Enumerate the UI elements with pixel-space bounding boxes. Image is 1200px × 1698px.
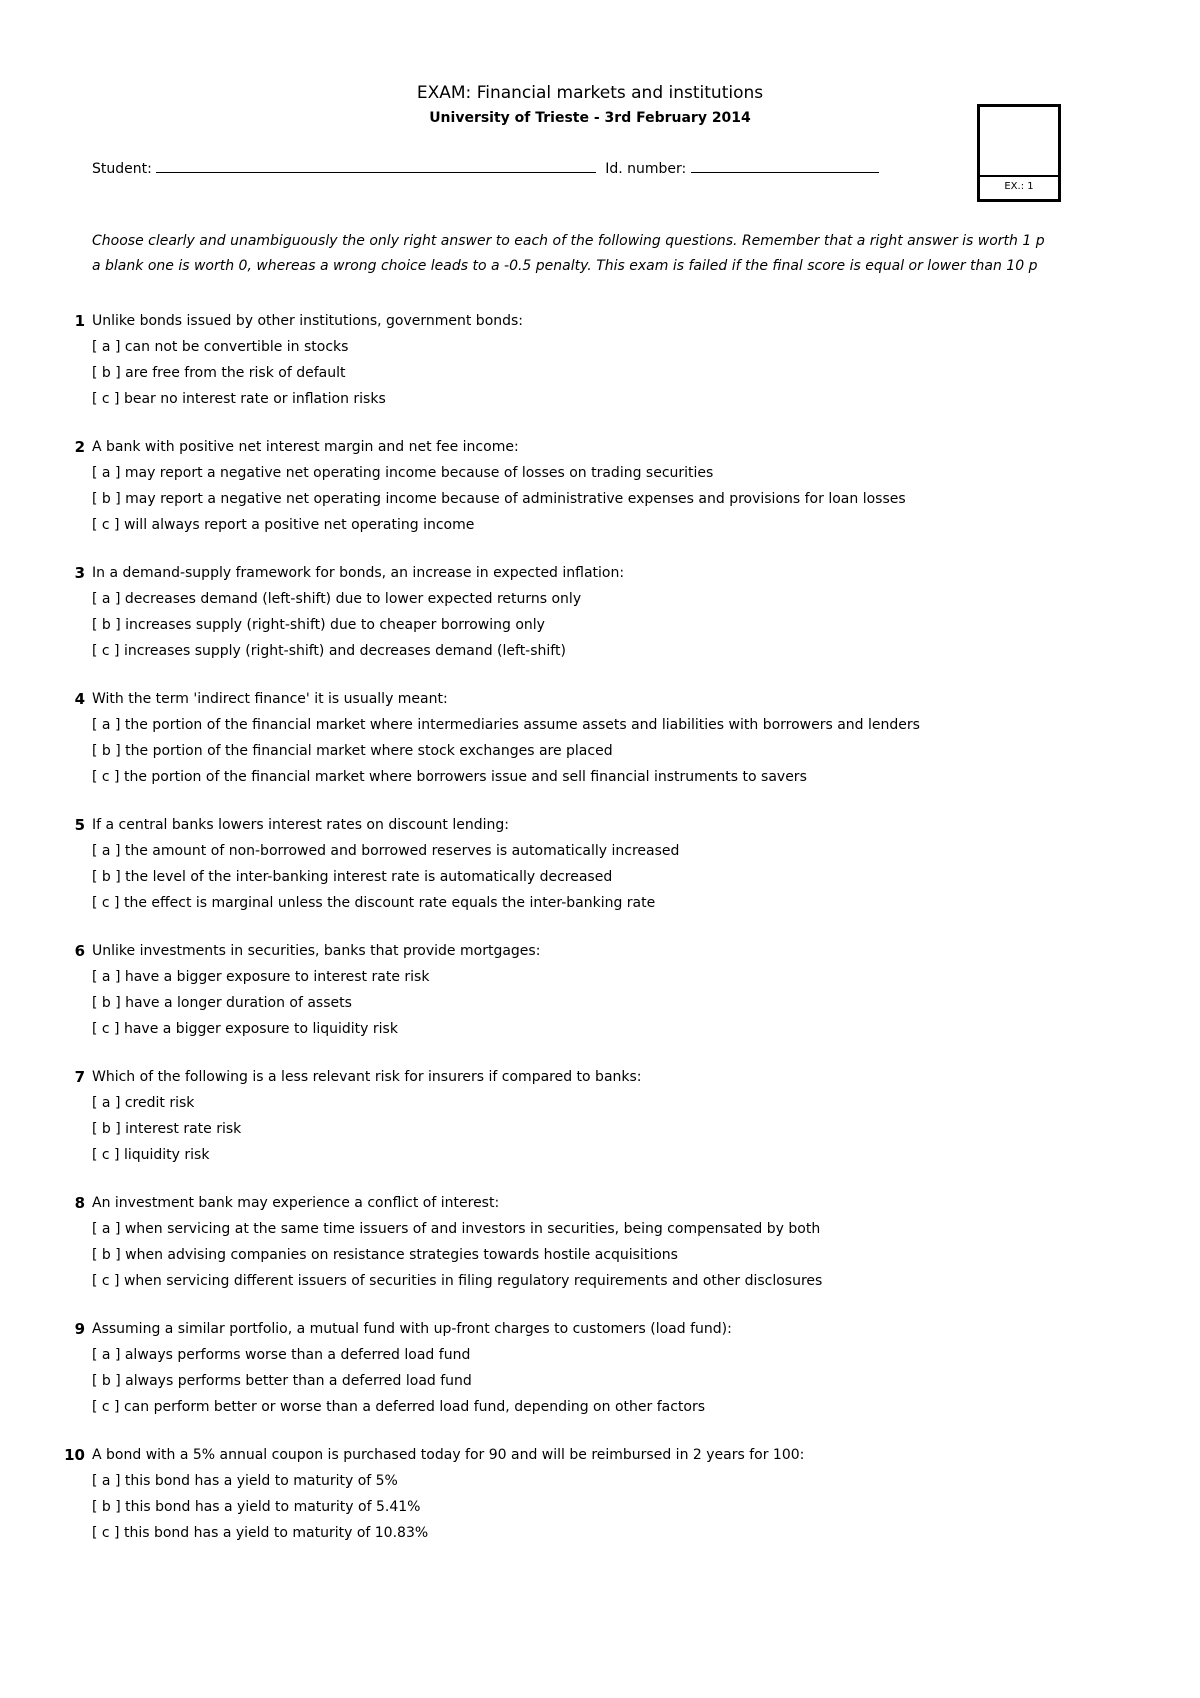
question-text: Unlike bonds issued by other institutions, government bonds: bbox=[92, 313, 524, 329]
question-3 bbox=[0, 560, 1200, 664]
answer-option[interactable] bbox=[0, 334, 1200, 360]
instructions bbox=[92, 229, 1062, 279]
question-number: 5 bbox=[74, 816, 85, 834]
question-number: 6 bbox=[74, 942, 85, 960]
answer-option-text: [ c ] when servicing different issuers of securities in filing regulatory requirements and other disclosures bbox=[92, 1273, 823, 1289]
answer-option-text: [ c ] will always report a positive net operating income bbox=[92, 517, 475, 533]
answer-option[interactable] bbox=[0, 1242, 1200, 1268]
question-stem bbox=[0, 434, 1200, 460]
student-row bbox=[92, 158, 879, 177]
answer-option-text: [ c ] have a bigger exposure to liquidity risk bbox=[92, 1021, 398, 1037]
question-text: In a demand-supply framework for bonds, an increase in expected inflation: bbox=[92, 565, 625, 581]
student-name-line[interactable] bbox=[156, 158, 596, 173]
answer-option-text: [ a ] the portion of the financial market where intermediaries assume assets and liabilities with borrowers and lenders bbox=[92, 717, 920, 733]
answer-option[interactable] bbox=[0, 864, 1200, 890]
answer-option[interactable] bbox=[0, 486, 1200, 512]
answer-option-text: [ a ] this bond has a yield to maturity of 5% bbox=[92, 1473, 398, 1489]
answer-option-text: [ a ] can not be convertible in stocks bbox=[92, 339, 349, 355]
question-number: 4 bbox=[74, 690, 85, 708]
student-label: Student: bbox=[92, 161, 152, 177]
score-box bbox=[977, 104, 1061, 202]
question-7 bbox=[0, 1064, 1200, 1168]
answer-option[interactable] bbox=[0, 1016, 1200, 1042]
answer-option-text: [ b ] this bond has a yield to maturity of 5.41% bbox=[92, 1499, 421, 1515]
answer-option-text: [ a ] when servicing at the same time issuers of and investors in securities, being compensated by both bbox=[92, 1221, 821, 1237]
answer-option[interactable] bbox=[0, 360, 1200, 386]
question-stem bbox=[0, 938, 1200, 964]
question-number: 10 bbox=[64, 1446, 85, 1464]
answer-option-text: [ c ] liquidity risk bbox=[92, 1147, 210, 1163]
question-6 bbox=[0, 938, 1200, 1042]
answer-option-text: [ c ] the effect is marginal unless the discount rate equals the inter-banking rate bbox=[92, 895, 656, 911]
question-text: Which of the following is a less relevant risk for insurers if compared to banks: bbox=[92, 1069, 642, 1085]
answer-option-text: [ b ] the portion of the financial market where stock exchanges are placed bbox=[92, 743, 613, 759]
question-number: 3 bbox=[74, 564, 85, 582]
question-number: 9 bbox=[74, 1320, 85, 1338]
answer-option[interactable] bbox=[0, 890, 1200, 916]
exercise-label: EX.: 1 bbox=[980, 175, 1058, 199]
question-stem bbox=[0, 686, 1200, 712]
exam-title: EXAM: Financial markets and institutions bbox=[416, 83, 764, 103]
question-1 bbox=[0, 308, 1200, 412]
answer-option[interactable] bbox=[0, 1216, 1200, 1242]
answer-option[interactable] bbox=[0, 738, 1200, 764]
question-2 bbox=[0, 434, 1200, 538]
answer-option[interactable] bbox=[0, 990, 1200, 1016]
question-stem bbox=[0, 1064, 1200, 1090]
answer-option-text: [ c ] bear no interest rate or inflation risks bbox=[92, 391, 386, 407]
answer-option[interactable] bbox=[0, 764, 1200, 790]
answer-option[interactable] bbox=[0, 1342, 1200, 1368]
answer-option-text: [ a ] always performs worse than a deferred load fund bbox=[92, 1347, 471, 1363]
answer-option-text: [ c ] the portion of the financial market where borrowers issue and sell financial instruments to savers bbox=[92, 769, 807, 785]
answer-option[interactable] bbox=[0, 838, 1200, 864]
question-4 bbox=[0, 686, 1200, 790]
question-5 bbox=[0, 812, 1200, 916]
answer-option-text: [ a ] have a bigger exposure to interest rate risk bbox=[92, 969, 430, 985]
answer-option[interactable] bbox=[0, 964, 1200, 990]
answer-option[interactable] bbox=[0, 712, 1200, 738]
question-stem bbox=[0, 560, 1200, 586]
answer-option[interactable] bbox=[0, 386, 1200, 412]
answer-option[interactable] bbox=[0, 1494, 1200, 1520]
answer-option-text: [ b ] always performs better than a deferred load fund bbox=[92, 1373, 472, 1389]
instructions-line: Choose clearly and unambiguously the only right answer to each of the following questions. Remember that a right answer is worth 1 p bbox=[92, 233, 1045, 249]
instructions-line: a blank one is worth 0, whereas a wrong choice leads to a -0.5 penalty. This exam is failed if the final score is equal or lower than 10 p bbox=[92, 258, 1038, 274]
question-number: 7 bbox=[74, 1068, 85, 1086]
answer-option[interactable] bbox=[0, 638, 1200, 664]
answer-option[interactable] bbox=[0, 460, 1200, 486]
answer-option[interactable] bbox=[0, 1368, 1200, 1394]
answer-option[interactable] bbox=[0, 1520, 1200, 1546]
answer-option-text: [ b ] interest rate risk bbox=[92, 1121, 242, 1137]
answer-option-text: [ a ] may report a negative net operating income because of losses on trading securities bbox=[92, 465, 714, 481]
answer-option[interactable] bbox=[0, 512, 1200, 538]
question-8 bbox=[0, 1190, 1200, 1294]
exam-subtitle: University of Trieste - 3rd February 2014 bbox=[429, 110, 751, 126]
answer-option-text: [ a ] decreases demand (left-shift) due to lower expected returns only bbox=[92, 591, 582, 607]
answer-option-text: [ a ] credit risk bbox=[92, 1095, 195, 1111]
question-text: Assuming a similar portfolio, a mutual fund with up-front charges to customers (load fund): bbox=[92, 1321, 732, 1337]
answer-option-text: [ b ] when advising companies on resistance strategies towards hostile acquisitions bbox=[92, 1247, 678, 1263]
answer-option[interactable] bbox=[0, 1116, 1200, 1142]
question-number: 2 bbox=[74, 438, 85, 456]
question-stem bbox=[0, 1316, 1200, 1342]
question-stem bbox=[0, 812, 1200, 838]
question-10 bbox=[0, 1442, 1200, 1546]
question-number: 8 bbox=[74, 1194, 85, 1212]
answer-option-text: [ b ] increases supply (right-shift) due to cheaper borrowing only bbox=[92, 617, 545, 633]
question-text: If a central banks lowers interest rates on discount lending: bbox=[92, 817, 509, 833]
question-text: A bond with a 5% annual coupon is purchased today for 90 and will be reimbursed in 2 years for 100: bbox=[92, 1447, 805, 1463]
question-text: An investment bank may experience a conflict of interest: bbox=[92, 1195, 500, 1211]
question-9 bbox=[0, 1316, 1200, 1420]
answer-option[interactable] bbox=[0, 1090, 1200, 1116]
question-stem bbox=[0, 1442, 1200, 1468]
question-stem bbox=[0, 308, 1200, 334]
answer-option-text: [ b ] the level of the inter-banking interest rate is automatically decreased bbox=[92, 869, 613, 885]
question-number: 1 bbox=[74, 312, 85, 330]
question-text: Unlike investments in securities, banks that provide mortgages: bbox=[92, 943, 541, 959]
answer-option[interactable] bbox=[0, 1142, 1200, 1168]
answer-option-text: [ b ] have a longer duration of assets bbox=[92, 995, 352, 1011]
answer-option[interactable] bbox=[0, 586, 1200, 612]
question-text: A bank with positive net interest margin and net fee income: bbox=[92, 439, 519, 455]
answer-option[interactable] bbox=[0, 1394, 1200, 1420]
answer-option-text: [ c ] increases supply (right-shift) and decreases demand (left-shift) bbox=[92, 643, 566, 659]
answer-option-text: [ c ] this bond has a yield to maturity of 10.83% bbox=[92, 1525, 429, 1541]
answer-option[interactable] bbox=[0, 1468, 1200, 1494]
id-number-label: Id. number: bbox=[605, 161, 687, 177]
answer-option-text: [ b ] may report a negative net operating income because of administrative expenses and provisions for loan losses bbox=[92, 491, 906, 507]
question-stem bbox=[0, 1190, 1200, 1216]
answer-option[interactable] bbox=[0, 1268, 1200, 1294]
answer-option-text: [ b ] are free from the risk of default bbox=[92, 365, 346, 381]
question-text: With the term 'indirect finance' it is usually meant: bbox=[92, 691, 448, 707]
id-number-line[interactable] bbox=[691, 158, 879, 173]
answer-option-text: [ a ] the amount of non-borrowed and borrowed reserves is automatically increased bbox=[92, 843, 680, 859]
answer-option[interactable] bbox=[0, 612, 1200, 638]
answer-option-text: [ c ] can perform better or worse than a deferred load fund, depending on other factors bbox=[92, 1399, 705, 1415]
question-list bbox=[0, 308, 1200, 1568]
